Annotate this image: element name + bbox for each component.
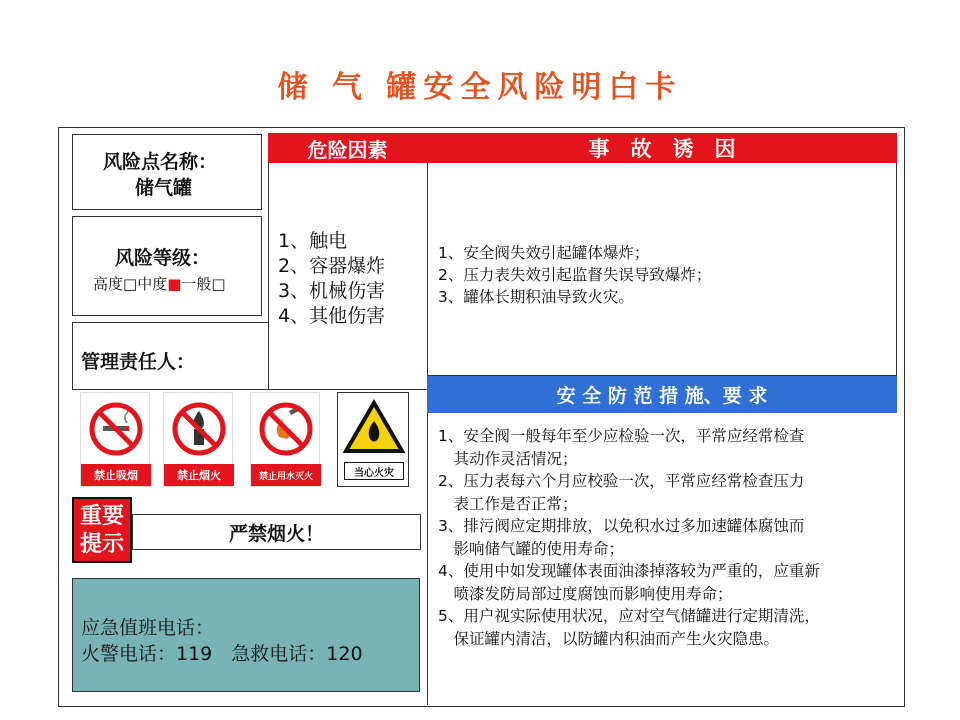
risk-point-box	[72, 134, 262, 210]
manager-box	[72, 322, 270, 390]
column-divider	[427, 413, 428, 705]
risk-level-medium: 中度	[137, 275, 168, 293]
risk-point-label: 风险点名称：	[103, 151, 218, 173]
notice-text: 严禁烟火！	[228, 522, 324, 545]
notice-box	[132, 514, 421, 550]
hazards-list	[278, 229, 385, 329]
checkbox-high[interactable]: □	[123, 275, 138, 293]
badge-line: 提示	[79, 532, 124, 557]
cause-item: 3、罐体长期积油导致火灾。	[438, 288, 634, 306]
causes-list	[438, 242, 711, 308]
measure-item	[438, 425, 820, 470]
sign-caption: 禁止烟火	[164, 464, 234, 486]
sign-caption: 禁止用水灭火	[251, 464, 321, 486]
checkbox-medium[interactable]: ■	[167, 275, 182, 293]
measure-line: 4、使用中如发现罐体表面油漆掉落较为严重的，应重新	[438, 562, 820, 580]
measure-line: 喷漆发防局部过度腐蚀而影响使用寿命；	[438, 584, 733, 603]
no-smoking-icon	[81, 393, 151, 463]
hazard-item: 3、机械伤害	[278, 280, 386, 302]
hazard-item: 1、触电	[278, 230, 348, 252]
risk-level-options	[93, 273, 226, 294]
sign-fire-warning	[337, 392, 409, 487]
measure-line: 影响储气罐的使用寿命；	[438, 539, 625, 558]
measure-line: 表工作是否正常；	[438, 494, 578, 513]
risk-point-value: 储气罐	[135, 177, 193, 199]
cause-item: 2、压力表失效引起监督失误导致爆炸；	[438, 266, 712, 284]
risk-level-general: 一般	[181, 275, 212, 293]
hazard-item: 4、其他伤害	[278, 305, 386, 327]
measure-line: 3、排污阀应定期排放，以免积水过多加速罐体腐蚀而	[438, 517, 805, 535]
badge-line: 重要	[79, 504, 124, 529]
risk-level-high: 高度	[93, 275, 124, 293]
hazard-item: 2、容器爆炸	[278, 255, 386, 277]
no-water-extinguish-icon	[251, 393, 321, 463]
measure-item	[438, 515, 820, 560]
measures-header: 安 全 防 范 措 施、要 求	[427, 376, 897, 413]
emergency-phones: 火警电话：119 急救电话：120	[81, 643, 363, 665]
measure-line: 保证罐内清洁，以防罐内积油而产生火灾隐患。	[438, 629, 780, 648]
fire-warning-icon	[338, 393, 410, 463]
sign-no-smoking	[80, 392, 150, 487]
measure-line: 其动作灵活情况；	[438, 449, 578, 468]
hazards-header: 危险因素	[268, 133, 427, 163]
causes-header: 事 故 诱 因	[427, 133, 897, 163]
sign-no-fire	[163, 392, 233, 487]
emergency-line: 应急值班电话：	[81, 617, 215, 639]
manager-label: 管理责任人：	[81, 351, 196, 373]
no-fire-icon	[164, 393, 234, 463]
measure-item	[438, 605, 820, 650]
cause-item: 1、安全阀失效引起罐体爆炸；	[438, 244, 650, 262]
checkbox-general[interactable]: □	[211, 275, 226, 293]
page-title: 储 气 罐安全风险明白卡	[277, 70, 683, 105]
measure-line: 1、安全阀一般每年至少应检验一次，平常应经常检查	[438, 427, 805, 445]
measure-item	[438, 560, 820, 605]
measure-item	[438, 470, 820, 515]
measure-line: 2、压力表每六个月应校验一次，平常应经常检查压力	[438, 472, 805, 490]
emergency-box	[72, 578, 420, 692]
sign-caption: 禁止吸烟	[81, 464, 151, 486]
risk-level-label: 风险等级：	[115, 247, 211, 269]
risk-level-box	[72, 216, 262, 316]
sign-no-water	[250, 392, 320, 487]
sign-caption: 当心火灾	[344, 462, 404, 480]
measure-line: 5、用户视实际使用状况，应对空气储罐进行定期清洗，	[438, 607, 820, 625]
measures-list	[438, 425, 820, 650]
important-badge	[72, 497, 132, 563]
